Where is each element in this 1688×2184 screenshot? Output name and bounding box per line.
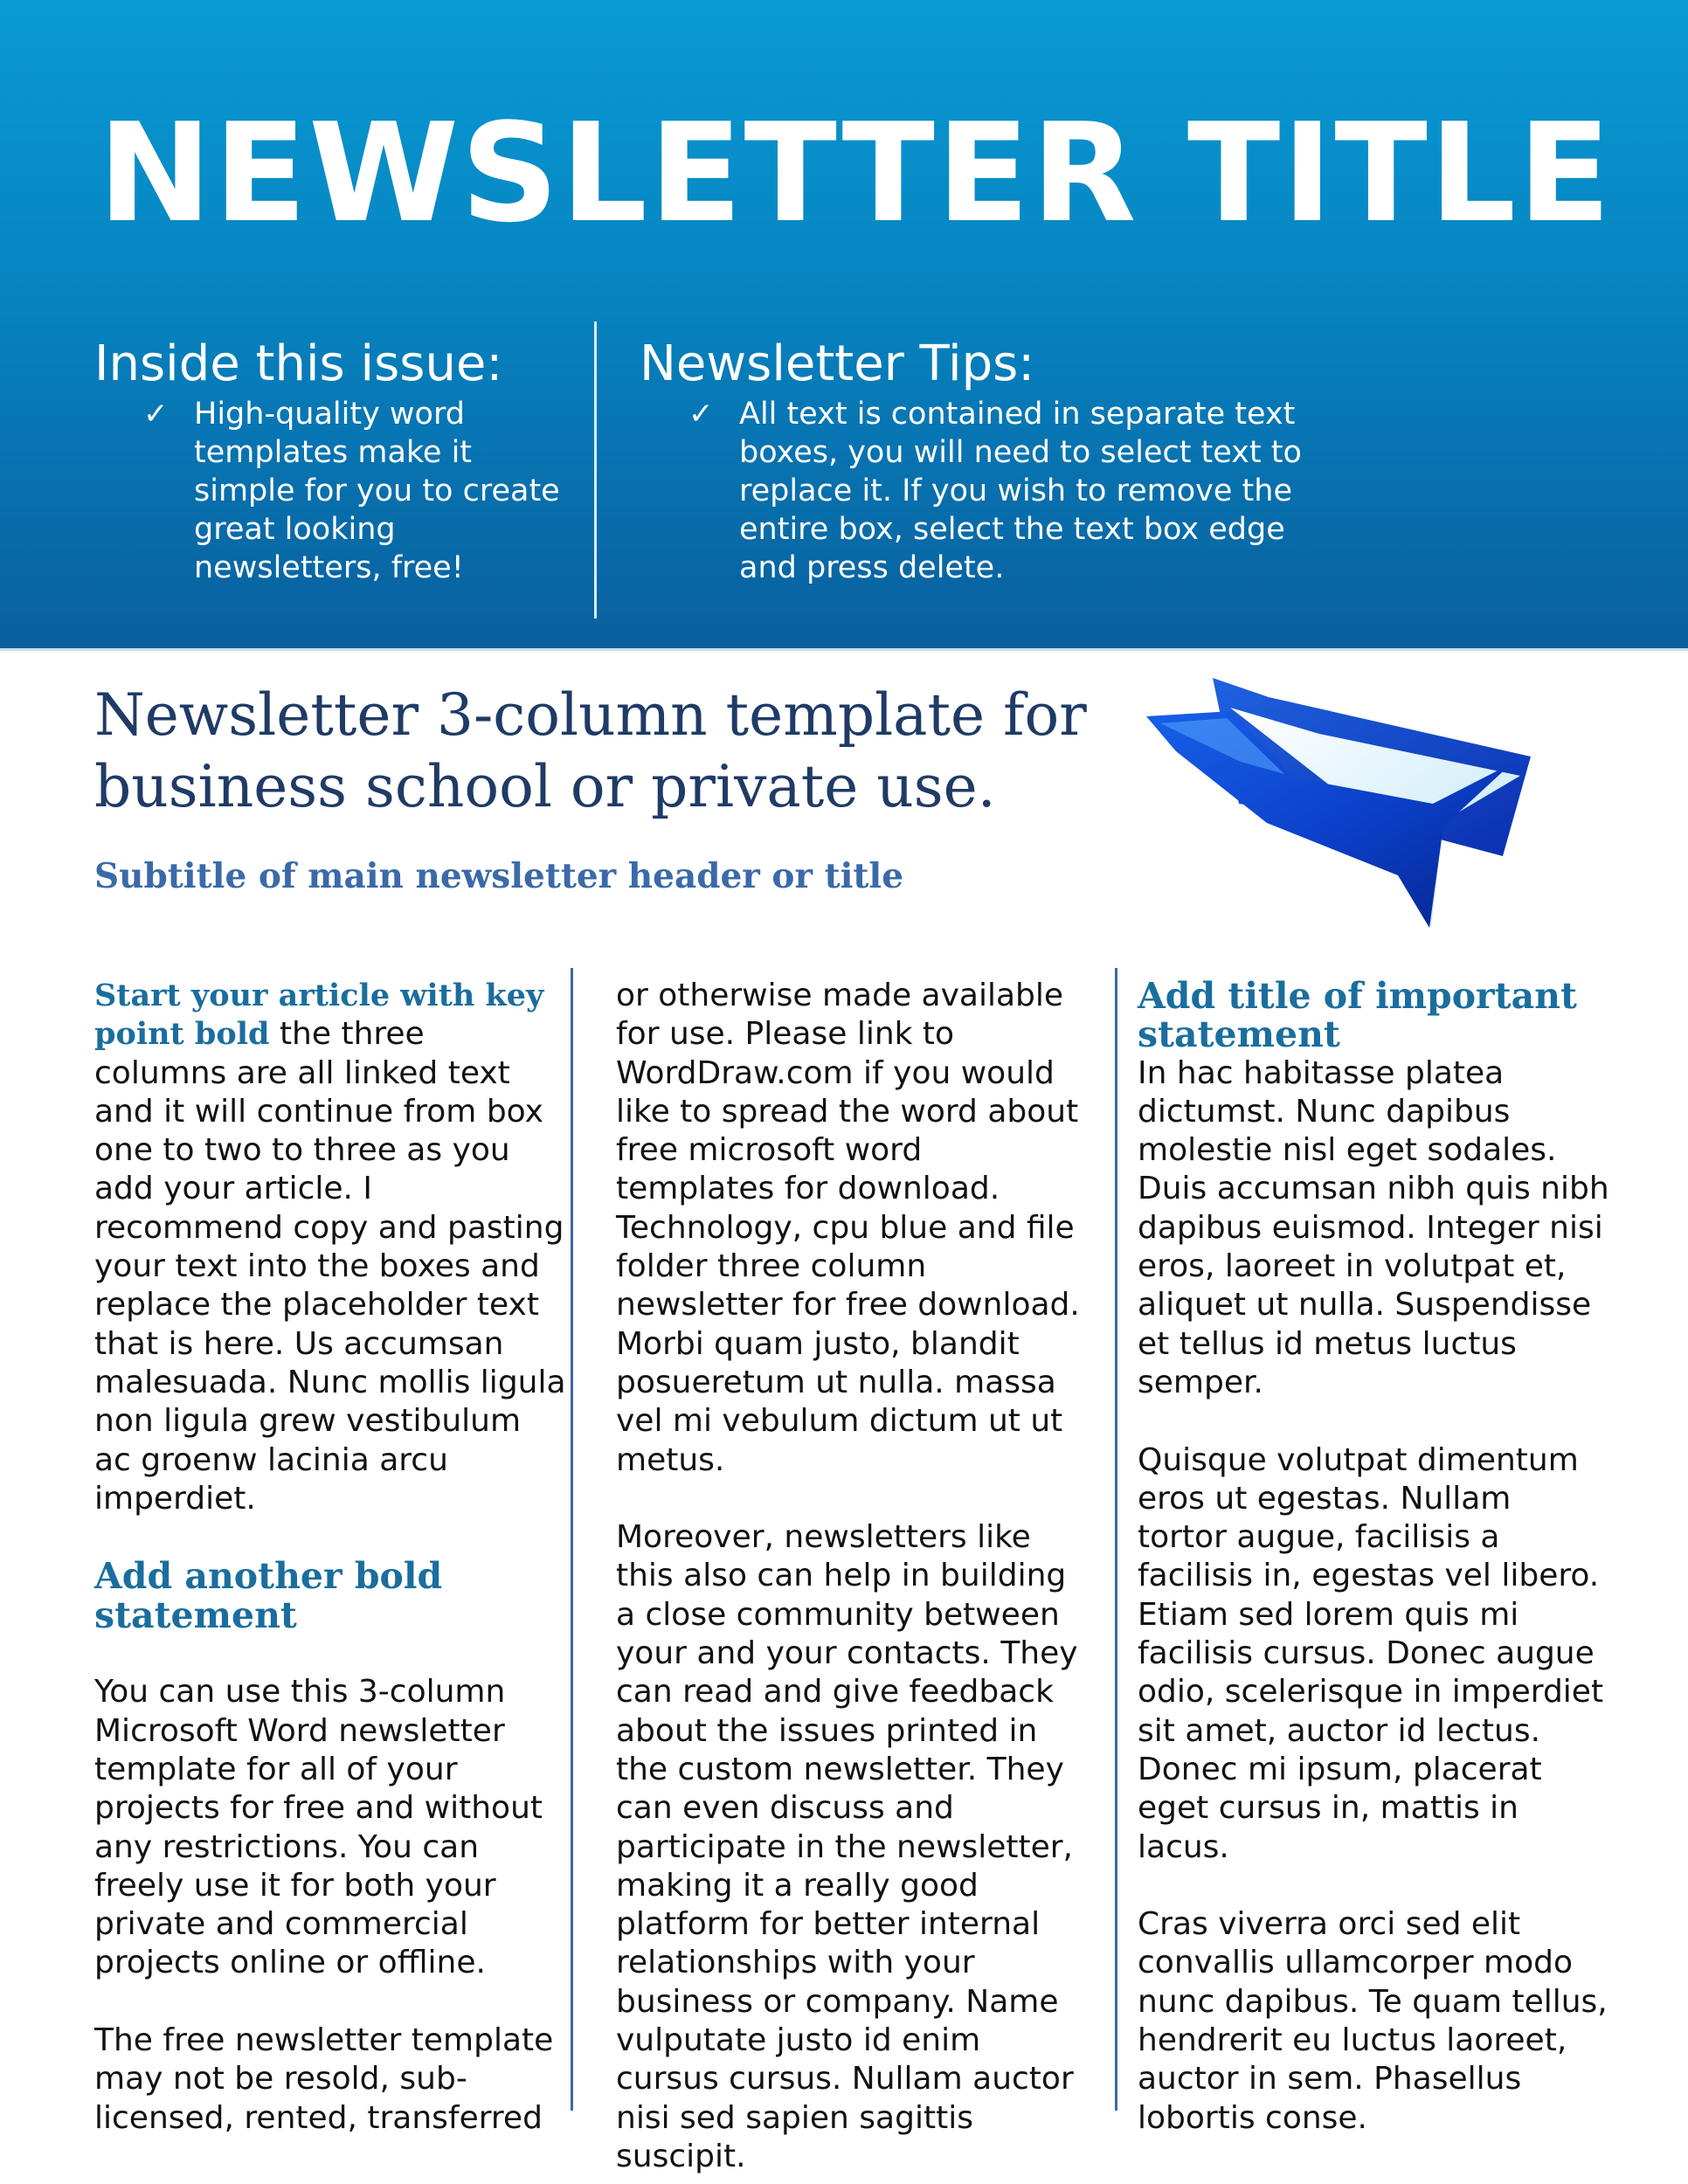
column2-paragraph-1: or otherwise made available for use. Please link to WordDraw.com if you would like to spread the word about free microsoft word templates for download. Technology, cpu blue and file folder three column newsletter for free download. Morbi quam justo, blandit posueretum ut nulla. massa vel mi vebulum dictum ut ut metus. — [616, 978, 1080, 1478]
paragraph-gap — [94, 1518, 566, 1557]
paragraph-gap — [94, 1983, 566, 2022]
newsletter-title: NEWSLETTER TITLE — [98, 93, 1613, 252]
column3-paragraph-2: Quisque volutpat dimentum eros ut egestas. Nullam tortor augue, facilisis a facilisis in, egestas vel libero. Etiam sed lorem quis mi facilisis cursus. Donec augue odio, scelerisque in imperdiet sit amet, auctor id lectus. Donec mi ipsum, placerat eget cursus in, mattis in lacus. — [1138, 1441, 1604, 1865]
checkmark-icon: ✓ — [143, 397, 169, 432]
banner-divider — [594, 321, 597, 619]
column3-paragraph-1: In hac habitasse platea dictumst. Nunc dapibus molestie nisl eget sodales. Duis accumsan nibh quis nibh dapibus euismod. Integer nisi eros, laoreet in volutpat et, aliquet ut nulla. Suspendisse et tellus id metus luctus semper. — [1138, 1054, 1609, 1400]
column1-paragraph-1 — [94, 977, 566, 1518]
inside-this-issue-item-text: High-quality word templates make it simple for you to create great looking newsletters, free! — [194, 397, 560, 585]
column1-lead-bold: Start your article with key point bold — [94, 978, 544, 1053]
inside-this-issue-heading: Inside this issue: — [94, 335, 503, 392]
header-banner — [0, 0, 1688, 651]
paragraph-gap — [1138, 1867, 1609, 1905]
main-subtitle: Subtitle of main newsletter header or title — [94, 856, 904, 896]
paragraph-gap — [1138, 1402, 1609, 1441]
column3-paragraph-3: Cras viverra orci sed elit convallis ullamcorper modo nunc dapibus. Te quam tellus, hendrerit eu luctus laoreet, auctor in sem. Phasellus lobortis conse. — [1138, 1906, 1608, 2136]
article-column-2 — [616, 977, 1088, 2176]
paragraph-gap — [94, 1635, 566, 1673]
main-headline: Newsletter 3-column template for business school or private use. — [94, 681, 1087, 820]
column1-heading: Add another bold statement — [94, 1555, 443, 1636]
newsletter-tips-item — [640, 395, 1307, 587]
inside-this-issue-item — [94, 395, 566, 587]
blue-file-folder-icon — [1136, 673, 1546, 935]
column1-lead-text: the three columns are all linked text and it will continue from box one to two to three as you add your article. I recommend copy and pasting your text into the boxes and replace the placeholder text that is here. Us accumsan malesuada. Nunc mollis ligula non ligula grew vestibulum ac groenw lacinia arcu imperdiet. — [94, 1016, 566, 1517]
paragraph-gap — [616, 1480, 1088, 1518]
article-column-1 — [94, 977, 566, 2138]
newsletter-tips-item-text: All text is contained in separate text boxes, you will need to select text to replace it. If you wish to remove the entire box, select the text box edge and press delete. — [739, 397, 1302, 585]
column1-paragraph-3: The free newsletter template may not be resold, sub-licensed, rented, transferred — [94, 2022, 554, 2136]
inside-this-issue-box — [94, 334, 566, 587]
column-rule-2 — [1115, 968, 1117, 2111]
newsletter-tips-heading: Newsletter Tips: — [640, 335, 1035, 392]
article-column-3 — [1138, 977, 1609, 2138]
column1-paragraph-2: You can use this 3-column Microsoft Word newsletter template for all of your projects for free and without any restrictions. You can freely use it for both your private and commercial projects online or offline. — [94, 1674, 543, 1981]
checkmark-icon: ✓ — [688, 397, 714, 432]
column2-paragraph-2: Moreover, newsletters like this also can help in building a close community between your and your contacts. They can read and give feedback about the issues printed in the custom newsletter. They can even discuss and participate in the newsletter, making it a really good platform for better internal relationships with your business or company. Name vulputate justo id enim cursus cursus. Nullam auctor nisi sed sapien sagittis suscipit. — [616, 1519, 1078, 2174]
column3-heading: Add title of important statement — [1138, 975, 1577, 1056]
newsletter-tips-box — [640, 334, 1636, 587]
column-rule-1 — [571, 968, 573, 2111]
